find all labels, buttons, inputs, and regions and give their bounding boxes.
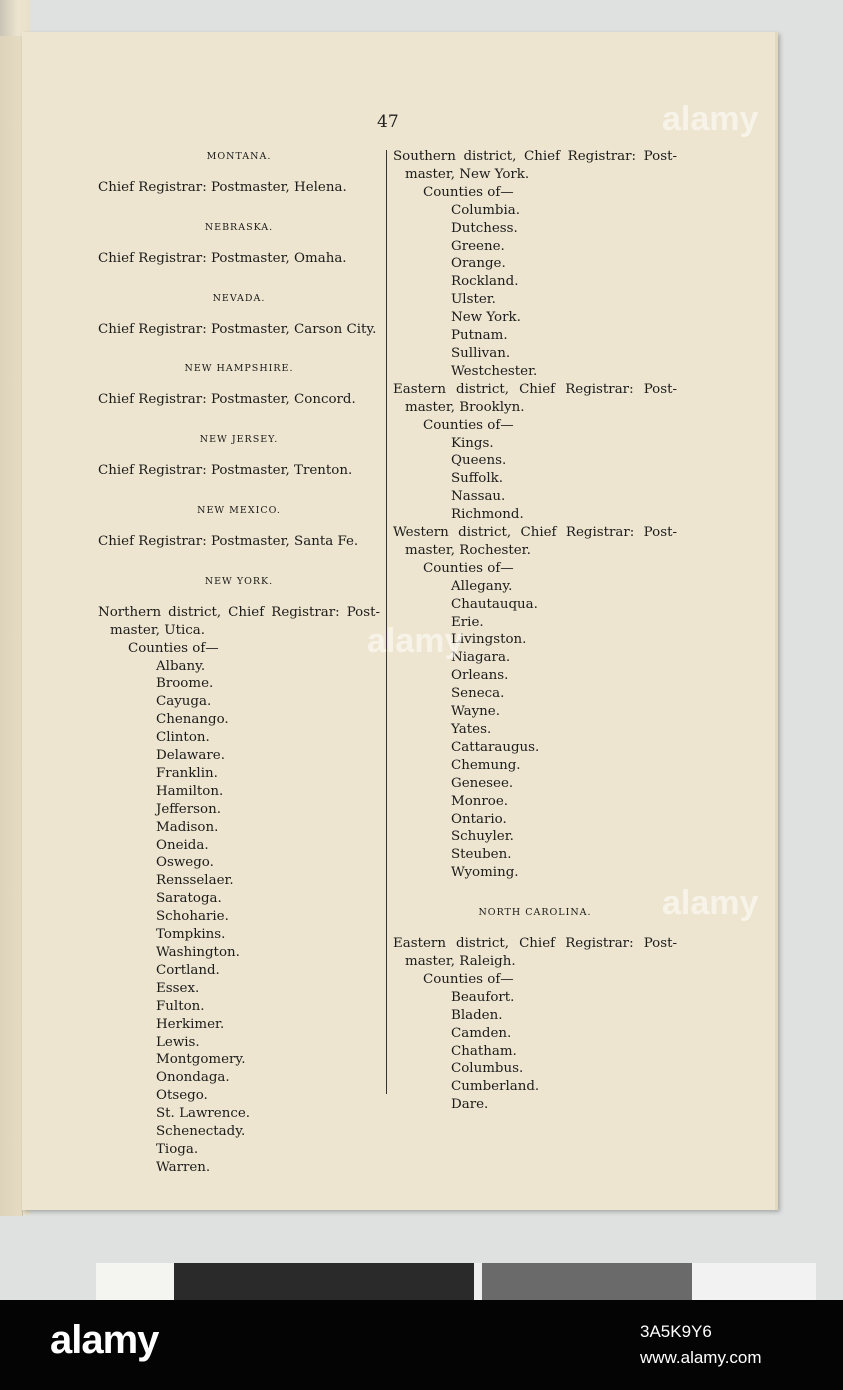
county-item: Herkimer. <box>156 1016 225 1032</box>
district-line: Eastern district, Chief Registrar: Post- <box>393 936 677 952</box>
county-item: Schuyler. <box>451 829 514 845</box>
counties-label: Counties of— <box>423 560 514 576</box>
watermark-lower-right: alamy <box>662 884 759 922</box>
county-item: Bladen. <box>451 1007 503 1023</box>
image-id: 3A5K9Y6 <box>640 1322 712 1341</box>
state-heading: NEW YORK. <box>204 575 274 587</box>
county-item: Schoharie. <box>156 909 229 925</box>
state-heading: NEBRASKA. <box>204 221 274 233</box>
county-item: Oneida. <box>156 837 209 853</box>
county-item: Erie. <box>451 614 484 630</box>
state-heading: MONTANA. <box>206 151 272 162</box>
district-line: Southern district, Chief Registrar: Post- <box>393 149 677 164</box>
counties-label: Counties of— <box>423 417 514 433</box>
county-item: Cattaraugus. <box>451 739 540 755</box>
county-item: Genesee. <box>451 775 514 791</box>
county-item: Livingston. <box>451 632 527 648</box>
county-item: Madison. <box>156 819 219 835</box>
county-item: Niagara. <box>451 650 511 666</box>
county-item: Steuben. <box>451 847 512 863</box>
county-item: Dare. <box>451 1097 489 1113</box>
state-heading: NORTH CAROLINA. <box>478 907 592 919</box>
site-url: www.alamy.com <box>640 1348 762 1367</box>
district-line-continued: master, Rochester. <box>405 542 531 558</box>
county-item: Queens. <box>451 453 507 469</box>
county-item: Chatham. <box>451 1043 517 1059</box>
county-item: Essex. <box>156 980 200 996</box>
county-item: Schenectady. <box>156 1124 246 1140</box>
county-item: St. Lawrence. <box>156 1106 251 1122</box>
registrar-line: Chief Registrar: Postmaster, Concord. <box>98 392 356 408</box>
county-item: Putnam. <box>451 328 508 344</box>
county-item: Orange. <box>451 256 506 272</box>
county-item: Rensselaer. <box>156 873 234 889</box>
county-item: Chemung. <box>451 757 521 773</box>
county-item: Warren. <box>156 1159 211 1175</box>
color-calibration-strip <box>96 1263 816 1301</box>
district-line-continued: master, Raleigh. <box>405 953 516 969</box>
counties-label: Counties of— <box>128 640 219 656</box>
county-item: Columbus. <box>451 1061 524 1077</box>
left-column <box>98 148 380 1177</box>
counties-label: Counties of— <box>423 184 514 200</box>
registrar-line: Chief Registrar: Postmaster, Santa Fe. <box>98 533 359 549</box>
state-heading: NEVADA. <box>212 292 266 304</box>
county-item: Dutchess. <box>451 220 518 236</box>
watermark-top-right: alamy <box>662 100 759 138</box>
county-item: Orleans. <box>451 668 509 684</box>
county-item: Tioga. <box>156 1141 199 1157</box>
county-item: Hamilton. <box>156 783 224 799</box>
county-item: Camden. <box>451 1025 512 1041</box>
county-item: Cortland. <box>156 962 220 978</box>
county-item: Jefferson. <box>156 801 221 817</box>
district-line-continued: master, Brooklyn. <box>405 399 525 415</box>
county-item: Ulster. <box>451 292 496 308</box>
state-heading: NEW HAMPSHIRE. <box>184 363 294 375</box>
county-item: Richmond. <box>451 507 524 523</box>
registrar-line: Chief Registrar: Postmaster, Trenton. <box>98 463 353 479</box>
county-item: Nassau. <box>451 489 506 505</box>
county-item: Albany. <box>156 658 206 674</box>
county-item: Allegany. <box>451 578 513 594</box>
alamy-logo: alamy <box>50 1318 159 1362</box>
county-item: Montgomery. <box>156 1052 246 1068</box>
county-item: Saratoga. <box>156 891 222 907</box>
county-item: Lewis. <box>156 1034 200 1050</box>
county-item: Sullivan. <box>451 345 511 361</box>
watermark-center: alamy <box>367 622 464 660</box>
county-item: Westchester. <box>451 363 538 379</box>
county-item: Cayuga. <box>156 694 212 710</box>
county-item: Columbia. <box>451 202 521 218</box>
county-item: Seneca. <box>451 686 505 702</box>
district-line: Eastern district, Chief Registrar: Post- <box>393 381 677 397</box>
previous-page-edge <box>0 36 23 1216</box>
county-item: Fulton. <box>156 998 205 1014</box>
registrar-line: Chief Registrar: Postmaster, Omaha. <box>98 250 347 266</box>
county-item: Rockland. <box>451 274 519 290</box>
county-item: Wayne. <box>451 704 500 720</box>
county-item: Tompkins. <box>156 927 226 943</box>
county-item: Franklin. <box>156 765 218 781</box>
county-item: Greene. <box>451 238 505 254</box>
county-item: Otsego. <box>156 1088 208 1104</box>
county-item: Yates. <box>451 722 492 737</box>
county-item: Suffolk. <box>451 471 504 487</box>
district-line: Northern district, Chief Registrar: Post- <box>98 604 380 620</box>
district-line: Western district, Chief Registrar: Post- <box>393 525 677 541</box>
state-heading: NEW MEXICO. <box>197 505 281 517</box>
county-item: New York. <box>451 310 521 326</box>
county-item: Chautauqua. <box>451 596 538 612</box>
county-item: Chenango. <box>156 712 229 728</box>
district-line-continued: master, Utica. <box>110 622 205 638</box>
state-heading: NEW JERSEY. <box>199 434 279 446</box>
county-item: Washington. <box>156 945 240 960</box>
county-item: Onondaga. <box>156 1070 230 1086</box>
county-item: Monroe. <box>451 793 509 809</box>
county-item: Wyoming. <box>451 865 519 881</box>
county-item: Beaufort. <box>451 989 515 1005</box>
page-number: 47 <box>377 112 399 132</box>
county-item: Broome. <box>156 676 214 692</box>
county-item: Ontario. <box>451 811 507 827</box>
county-item: Oswego. <box>156 855 214 871</box>
counties-label: Counties of— <box>423 971 514 987</box>
county-item: Cumberland. <box>451 1079 540 1095</box>
district-line-continued: master, New York. <box>405 166 530 182</box>
registrar-line: Chief Registrar: Postmaster, Carson City. <box>98 321 377 337</box>
county-item: Delaware. <box>156 748 225 764</box>
registrar-line: Chief Registrar: Postmaster, Helena. <box>98 179 347 195</box>
county-item: Clinton. <box>156 730 210 746</box>
county-item: Kings. <box>451 435 494 451</box>
